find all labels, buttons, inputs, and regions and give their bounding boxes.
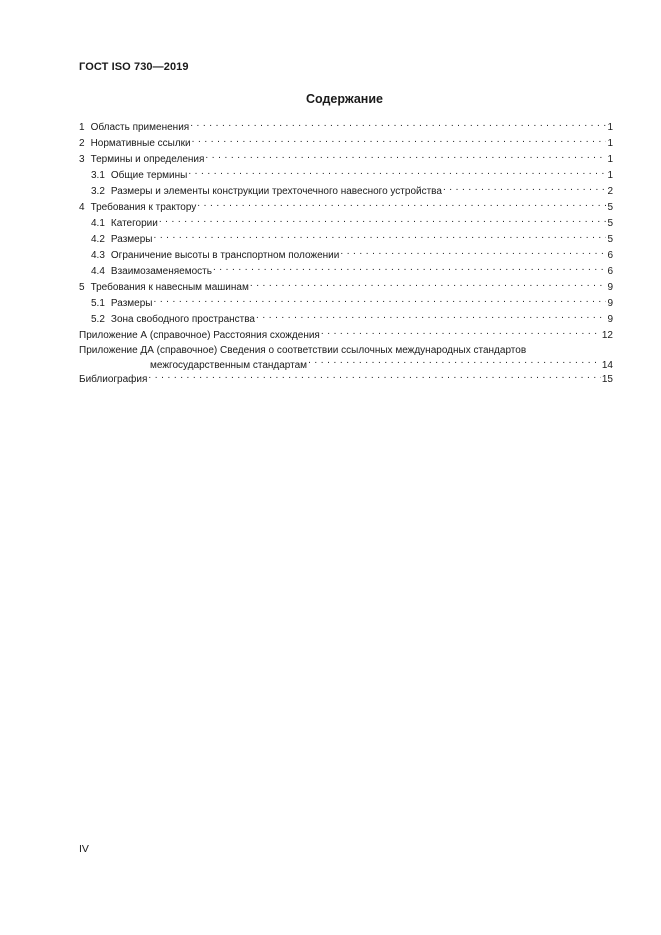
toc-entry-label: Ограничение высоты в транспортном положении	[110, 250, 340, 261]
toc-entry[interactable]	[79, 152, 613, 168]
toc-entry[interactable]	[79, 264, 613, 280]
toc-entry-label: Нормативные ссылки	[90, 138, 191, 149]
toc-leader-dots	[159, 216, 607, 226]
toc-leader-dots	[213, 264, 606, 274]
toc-entry[interactable]	[79, 328, 613, 344]
toc-entry-number: 5.1	[91, 298, 105, 309]
toc-entry[interactable]	[79, 216, 613, 232]
toc-entry-number: 4.3	[91, 250, 105, 261]
toc-entry[interactable]	[79, 312, 613, 328]
toc-entry-label: Требования к навесным машинам	[90, 282, 249, 293]
toc-leader-dots	[340, 248, 606, 258]
toc-entry-page: 9	[607, 298, 613, 309]
toc-entry-label-continued: межгосударственным стандартам	[150, 360, 308, 371]
toc-leader-dots	[250, 280, 607, 290]
toc-entry-label: Общие термины	[110, 170, 188, 181]
toc-entry-number: 2	[79, 138, 85, 149]
toc-entry-page: 9	[607, 314, 613, 325]
toc-entry-label: Требования к трактору	[90, 202, 197, 213]
toc-entry-page: 6	[607, 266, 613, 277]
toc-leader-dots	[321, 328, 601, 338]
toc-leader-dots	[443, 184, 606, 194]
toc-entry-page: 1	[607, 138, 613, 149]
toc-leader-dots	[188, 168, 606, 178]
toc-entry-page: 1	[607, 170, 613, 181]
toc-title: Содержание	[305, 92, 383, 106]
toc-entry[interactable]	[79, 280, 613, 296]
toc-entry-page: 15	[601, 374, 613, 385]
toc-entry-bibliography[interactable]	[79, 372, 613, 388]
toc-entry-number: 4.2	[91, 234, 105, 245]
toc-entry[interactable]	[79, 168, 613, 184]
toc-leader-dots	[153, 232, 606, 242]
toc-entry-number: 5.2	[91, 314, 105, 325]
toc-entry-page: 2	[607, 186, 613, 197]
toc-entry[interactable]	[79, 200, 613, 216]
toc-leader-dots	[205, 152, 606, 162]
toc-entry[interactable]	[79, 136, 613, 152]
toc-entry[interactable]	[79, 232, 613, 248]
toc-entry-page: 12	[601, 330, 613, 341]
toc-entry-number: 3.2	[91, 186, 105, 197]
toc-entry-number: 4	[79, 202, 85, 213]
toc-entry-page: 14	[601, 360, 613, 371]
toc-entry-number: 5	[79, 282, 85, 293]
toc-leader-dots	[197, 200, 606, 210]
toc-entry-page: 5	[607, 218, 613, 229]
toc-leader-dots	[153, 296, 606, 306]
toc-entry-page: 5	[607, 202, 613, 213]
toc-entry-number: 1	[79, 122, 85, 133]
toc-entry-label: Взаимозаменяемость	[110, 266, 212, 277]
toc-entry-label: Размеры и элементы конструкции трехточечного навесного устройства	[110, 186, 442, 197]
toc-entry-number: 3.1	[91, 170, 105, 181]
toc-entry-label: Зона свободного пространства	[110, 314, 255, 325]
toc-entry-number: 4.1	[91, 218, 105, 229]
toc-entry-page: 1	[607, 122, 613, 133]
toc-entry[interactable]	[79, 120, 613, 136]
toc-entry[interactable]	[79, 296, 613, 312]
toc-entry-label: Термины и определения	[90, 154, 205, 165]
toc-entry[interactable]	[79, 248, 613, 264]
toc-entry-page: 5	[607, 234, 613, 245]
toc-entry-label: Размеры	[110, 234, 153, 245]
toc-leader-dots	[308, 358, 601, 368]
toc-leader-dots	[256, 312, 606, 322]
toc-entry-page: 1	[607, 154, 613, 165]
toc-entry-number: 4.4	[91, 266, 105, 277]
page-number: IV	[79, 843, 89, 855]
toc-entry-label: Приложение А (справочное) Расстояния схождения	[79, 330, 320, 341]
toc-entry[interactable]	[79, 184, 613, 200]
toc-entry-label: Категории	[110, 218, 158, 229]
toc-entry-label: Область применения	[90, 122, 190, 133]
toc-entry-number: 3	[79, 154, 85, 165]
toc-leader-dots	[192, 136, 607, 146]
toc-entry-page: 9	[607, 282, 613, 293]
toc-leader-dots	[148, 372, 600, 382]
standard-header: ГОСТ ISO 730—2019	[79, 61, 189, 73]
toc-leader-dots	[190, 120, 606, 130]
toc-entry-page: 6	[607, 250, 613, 261]
toc-entry-annex-da[interactable]	[79, 344, 613, 372]
toc-entry-label: Библиография	[79, 374, 148, 385]
toc-entry-label: Размеры	[110, 298, 153, 309]
toc-entry-label: Приложение ДА (справочное) Сведения о соответствии ссылочных международных стандартов	[79, 345, 527, 356]
table-of-contents	[79, 120, 613, 388]
